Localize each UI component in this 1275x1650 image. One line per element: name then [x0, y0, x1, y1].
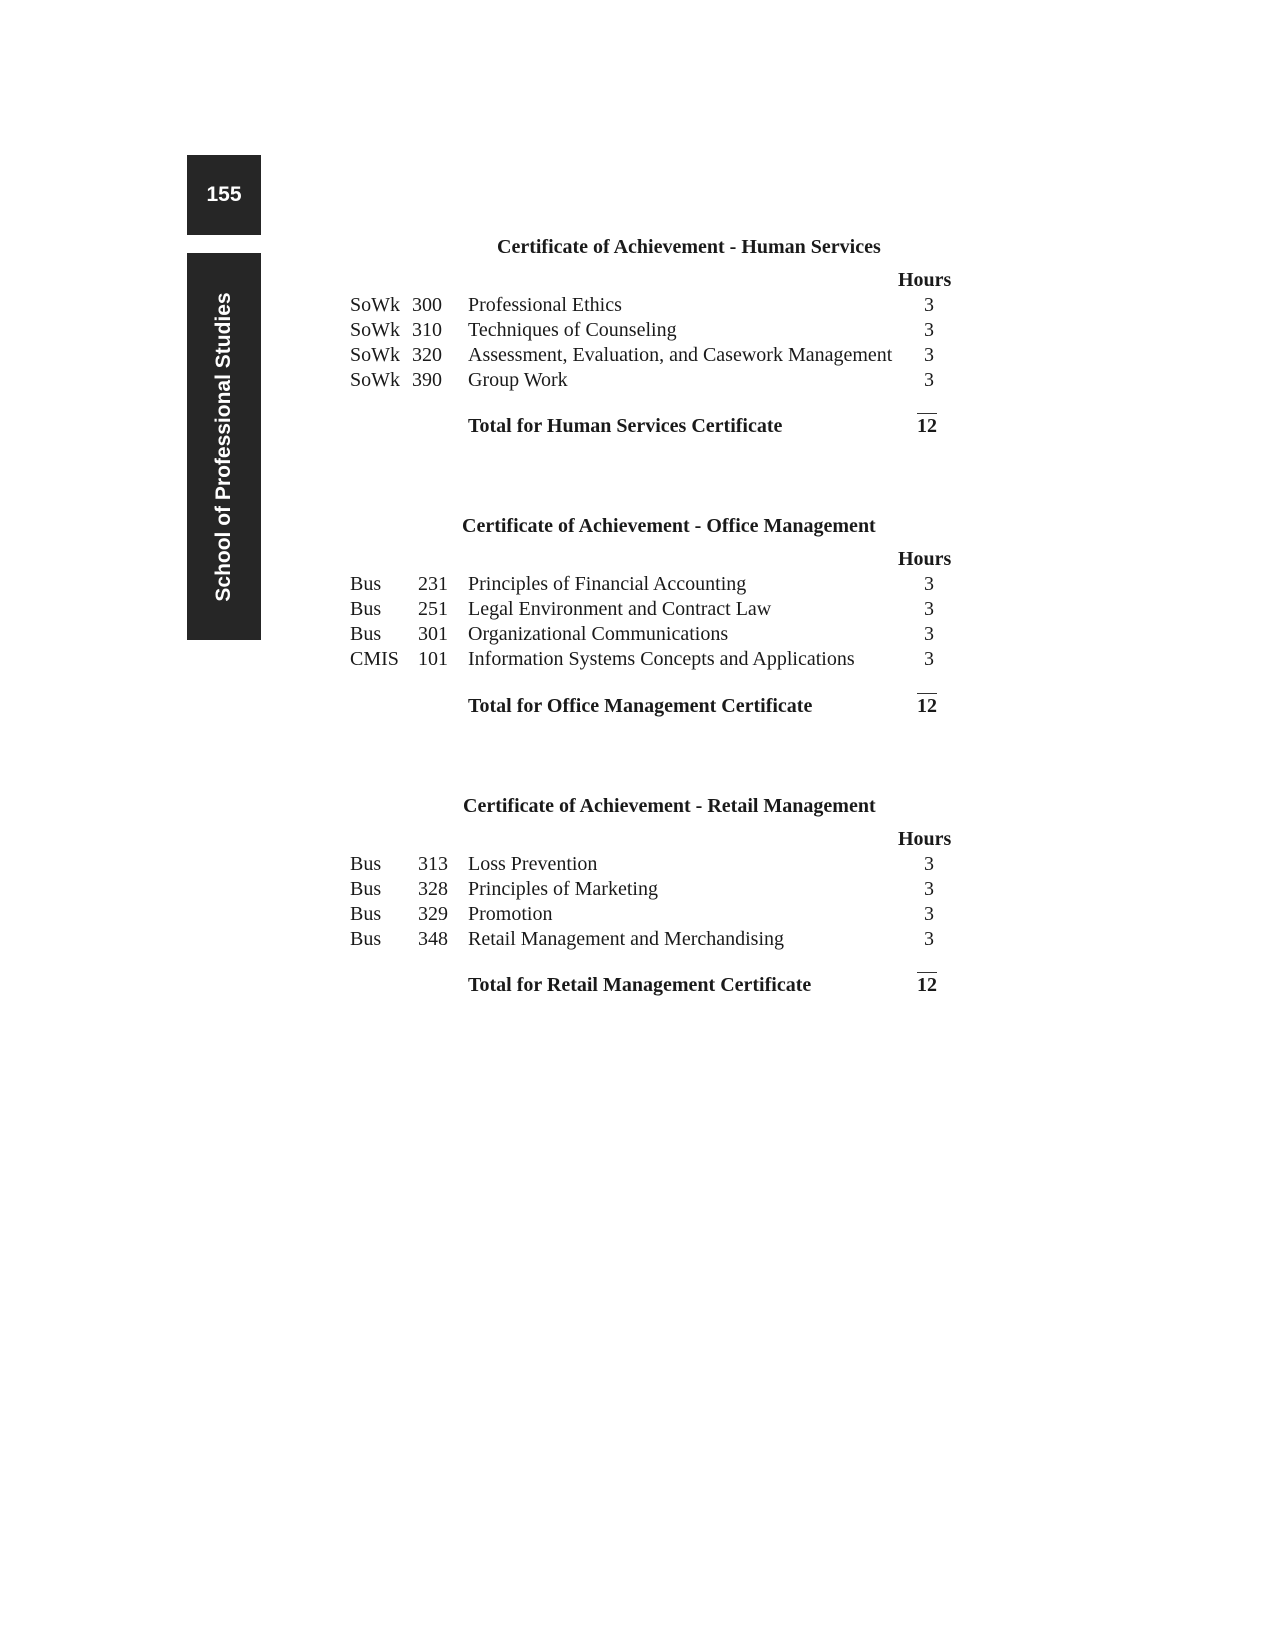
course-row	[350, 344, 960, 369]
course-row	[350, 878, 960, 903]
certificate-title: Certificate of Achievement - Human Services	[497, 236, 881, 258]
course-dept: Bus	[350, 853, 382, 875]
course-dept: Bus	[350, 573, 382, 595]
course-row	[350, 623, 960, 648]
course-number: 348	[418, 928, 448, 950]
total-hours: 12	[917, 415, 937, 437]
course-number: 231	[418, 573, 448, 595]
course-number: 320	[412, 344, 442, 366]
course-title: Principles of Marketing	[468, 878, 658, 900]
page-number-tab	[187, 155, 261, 235]
section-label: School of Professional Studies	[212, 291, 235, 602]
course-title: Loss Prevention	[468, 853, 598, 875]
hours-header: Hours	[898, 548, 952, 570]
course-dept: SoWk	[350, 294, 400, 316]
course-row	[350, 853, 960, 878]
course-number: 329	[418, 903, 448, 925]
course-number: 300	[412, 294, 442, 316]
page-number: 155	[206, 183, 242, 206]
course-title: Group Work	[468, 369, 568, 391]
course-row	[350, 598, 960, 623]
course-hours: 3	[924, 648, 934, 670]
course-title: Principles of Financial Accounting	[468, 573, 747, 595]
course-dept: SoWk	[350, 319, 400, 341]
total-label: Total for Human Services Certificate	[468, 415, 783, 437]
hours-header: Hours	[898, 269, 952, 291]
course-number: 301	[418, 623, 448, 645]
course-number: 328	[418, 878, 448, 900]
course-dept: Bus	[350, 928, 382, 950]
course-row	[350, 573, 960, 598]
course-number: 310	[412, 319, 442, 341]
total-hours: 12	[917, 695, 937, 717]
course-hours: 3	[924, 369, 934, 391]
course-hours: 3	[924, 853, 934, 875]
total-label: Total for Retail Management Certificate	[468, 974, 812, 996]
course-dept: Bus	[350, 598, 382, 620]
course-dept: SoWk	[350, 369, 400, 391]
certificate-title: Certificate of Achievement - Retail Management	[463, 795, 876, 817]
course-hours: 3	[924, 573, 934, 595]
course-row	[350, 319, 960, 344]
course-hours: 3	[924, 294, 934, 316]
course-row	[350, 294, 960, 319]
course-hours: 3	[924, 344, 934, 366]
course-row	[350, 928, 960, 953]
course-title: Assessment, Evaluation, and Casework Management	[468, 344, 893, 366]
total-label: Total for Office Management Certificate	[468, 695, 813, 717]
course-dept: Bus	[350, 903, 382, 925]
course-hours: 3	[924, 598, 934, 620]
course-hours: 3	[924, 928, 934, 950]
course-number: 101	[418, 648, 448, 670]
course-number: 390	[412, 369, 442, 391]
course-title: Techniques of Counseling	[468, 319, 677, 341]
total-hours: 12	[917, 974, 937, 996]
course-dept: Bus	[350, 878, 382, 900]
course-hours: 3	[924, 903, 934, 925]
course-dept: CMIS	[350, 648, 399, 670]
course-title: Information Systems Concepts and Applications	[468, 648, 855, 670]
course-title: Promotion	[468, 903, 553, 925]
course-number: 313	[418, 853, 448, 875]
certificate-title: Certificate of Achievement - Office Management	[462, 515, 876, 537]
course-title: Legal Environment and Contract Law	[468, 598, 772, 620]
course-dept: SoWk	[350, 344, 400, 366]
course-row	[350, 369, 960, 394]
section-tab	[187, 253, 261, 640]
course-title: Retail Management and Merchandising	[468, 928, 785, 950]
course-hours: 3	[924, 319, 934, 341]
hours-header: Hours	[898, 828, 952, 850]
course-title: Organizational Communications	[468, 623, 729, 645]
course-dept: Bus	[350, 623, 382, 645]
course-hours: 3	[924, 623, 934, 645]
course-hours: 3	[924, 878, 934, 900]
course-row	[350, 903, 960, 928]
course-title: Professional Ethics	[468, 294, 622, 316]
course-row	[350, 648, 960, 673]
course-number: 251	[418, 598, 448, 620]
